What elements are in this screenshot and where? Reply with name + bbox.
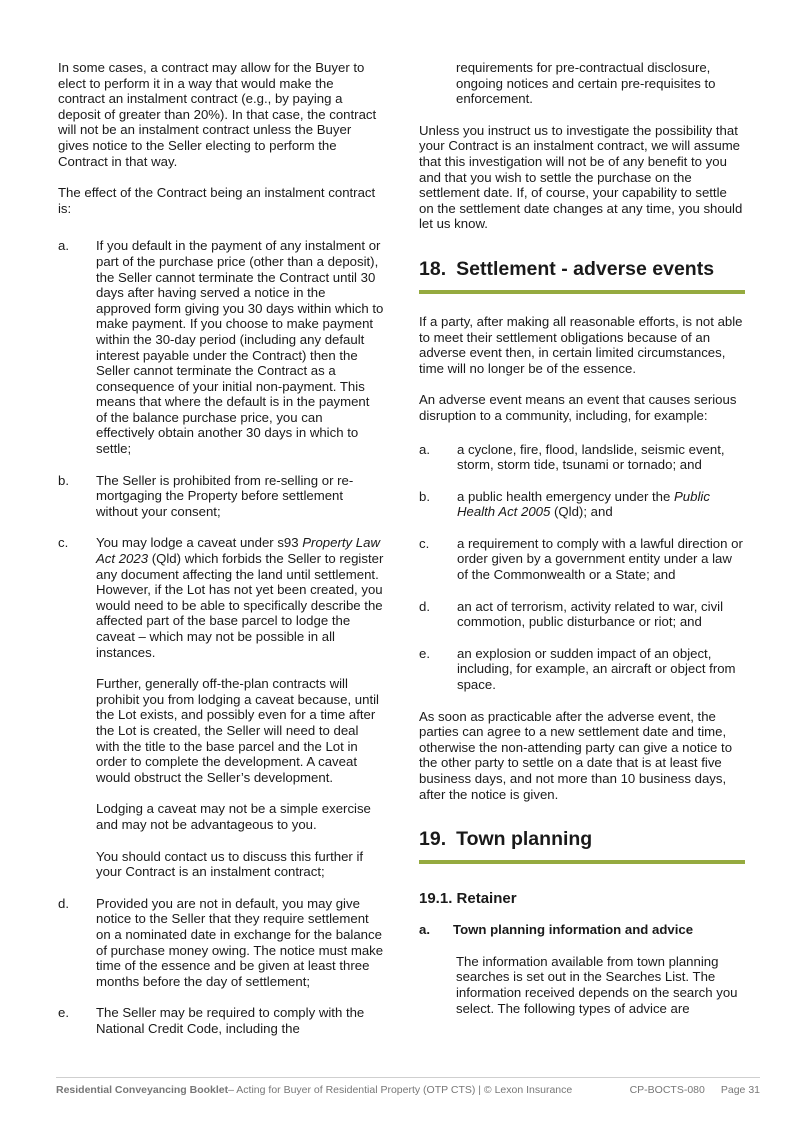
section-number: 19. — [419, 828, 447, 851]
section-title: Town planning — [456, 828, 593, 851]
list-text: an explosion or sudden impact of an object, including, for example, an aircraft or object from space. — [457, 645, 736, 693]
list-item — [419, 646, 745, 693]
list-label: c. — [58, 535, 69, 551]
paragraph: An adverse event means an event that causes serious disruption to a community, including, for example: — [419, 392, 737, 423]
list-label: a. — [58, 238, 69, 254]
list-item — [419, 489, 745, 520]
section-number: 18. — [419, 257, 447, 280]
paragraph: As soon as practicable after the adverse event, the parties can agree to a new settlement date and time, otherwise the non-attending party can give a notice to the other party to settle on a date that is at least five business days, and not more than 10 business days, after the notice is given. — [419, 708, 733, 802]
list-text — [96, 535, 384, 660]
list-text: an act of terrorism, activity related to war, civil commotion, public disturbance or riot; and — [457, 598, 724, 630]
sub-paragraph: You should contact us to discuss this further if your Contract is an instalment contract; — [96, 848, 364, 880]
text-run: (Qld) which forbids the Seller to register any document affecting the land until settlement. However, if the Lot has not yet been created, you would need to be able to specifically describe the affected part of the base parcel to lodge the caveat – which may not be possible in all instances. — [96, 551, 384, 660]
section-heading — [419, 828, 745, 864]
act-title: Public Health Act 2005 — [457, 488, 710, 520]
list-item — [58, 473, 384, 520]
list-item — [58, 1005, 384, 1036]
list-text: Provided you are not in default, you may give notice to the Seller that they require settlement on a nominated date in exchange for the balance of purchase money owing. The notice must make time of the essence and be given at least three months before the day of settlement; — [96, 895, 384, 989]
act-title: Property Law Act 2023 — [96, 535, 380, 567]
sub-subsection-title: Town planning information and advice — [453, 922, 694, 938]
paragraph: Unless you instruct us to investigate the possibility that your Contract is an instalment contract, we will assume that this investigation will not be of any benefit to you and that you wish to settle the purchase on the settlement date. If, of course, your capability to settle on the settlement date changes at any time, you should let us know. — [419, 122, 743, 232]
list-label: c. — [419, 535, 430, 551]
list-text: a cyclone, fire, flood, landslide, seismic event, storm, storm tide, tsunami or tornado; and — [457, 441, 725, 473]
page-number: Page 31 — [720, 1084, 760, 1096]
list-label: d. — [58, 895, 69, 911]
sub-paragraph: Further, generally off-the-plan contracts will prohibit you from lodging a caveat because, until the Lot exists, and possibly even for a time after the Lot is created, the Seller will need to deal with the title to the base parcel and the Lot in order to complete the development. A caveat would obstruct the Seller’s development. — [96, 676, 379, 785]
list-item — [419, 599, 745, 630]
footer-subtitle: – Acting for Buyer of Residential Property (OTP CTS) | © Lexon Insurance — [228, 1084, 573, 1096]
paragraph: In some cases, a contract may allow for the Buyer to elect to perform it in a way that would make the contract an instalment contract (e.g., by paying a deposit of greater than 20%). In that case, the contract will not be an instalment contract unless the Buyer gives notice to the Seller electing to perform the Contract in that way. — [58, 60, 377, 169]
list-text: If you default in the payment of any instalment or part of the purchase price (other than a deposit), the Seller cannot terminate the Contract until 30 days after having served a notice in the approved form giving you 30 days within which to make payment. If you choose to make payment within the 30-day period (including any default interest payable under the Contract) then the Seller cannot terminate the Contract as a consequence of your initial non-payment. This means that where the default is in the payment of the balance purchase price, you can effectively obtain another 30 days in which to settle; — [96, 238, 384, 457]
list-label: e. — [419, 645, 430, 661]
list-item — [419, 536, 745, 583]
continued-text: requirements for pre-contractual disclosure, ongoing notices and certain pre-requisites to enforcement. — [456, 60, 716, 107]
list-item — [419, 442, 745, 473]
list-item — [58, 896, 384, 990]
left-column — [58, 60, 384, 1052]
document-code: CP-BOCTS-080 — [629, 1084, 705, 1096]
list-label: b. — [419, 488, 430, 504]
list-label: a. — [419, 922, 430, 938]
sub-subsection-heading — [419, 922, 745, 938]
text-run: (Qld); and — [550, 504, 613, 520]
text-run: You may lodge a caveat under s93 — [96, 535, 303, 551]
paragraph: The effect of the Contract being an instalment contract is: — [58, 185, 376, 216]
right-column — [419, 60, 745, 1016]
list-item — [58, 238, 384, 456]
sub-paragraph: Lodging a caveat may not be a simple exercise and may not be advantageous to you. — [96, 801, 371, 832]
text-run: a public health emergency under the — [457, 488, 675, 504]
page-footer — [56, 1077, 760, 1096]
paragraph: The information available from town planning searches is set out in the Searches List. The information received depends on the search you select. The following types of advice are — [456, 953, 738, 1016]
list-text: The Seller may be required to comply with the National Credit Code, including the — [96, 1005, 365, 1036]
list-item — [58, 535, 384, 879]
list-text: a requirement to comply with a lawful direction or order given by a government entity under a law of the Commonwealth or a State; and — [457, 535, 743, 583]
list-label: a. — [419, 441, 430, 457]
list-label: b. — [58, 472, 69, 488]
paragraph: If a party, after making all reasonable efforts, is not able to meet their settlement obligations because of an adverse event then, in certain limited circumstances, time will no longer be of the essence. — [419, 313, 743, 376]
subsection-heading: 19.1. Retainer — [419, 890, 517, 908]
list-text — [457, 489, 745, 520]
footer-title: Residential Conveyancing Booklet — [56, 1084, 229, 1096]
section-title: Settlement - adverse events — [456, 257, 715, 280]
list-label: e. — [58, 1005, 69, 1021]
list-text: The Seller is prohibited from re-selling or re-mortgaging the Property before settlement without your consent; — [96, 472, 354, 519]
list-label: d. — [419, 598, 430, 614]
section-heading — [419, 258, 745, 294]
